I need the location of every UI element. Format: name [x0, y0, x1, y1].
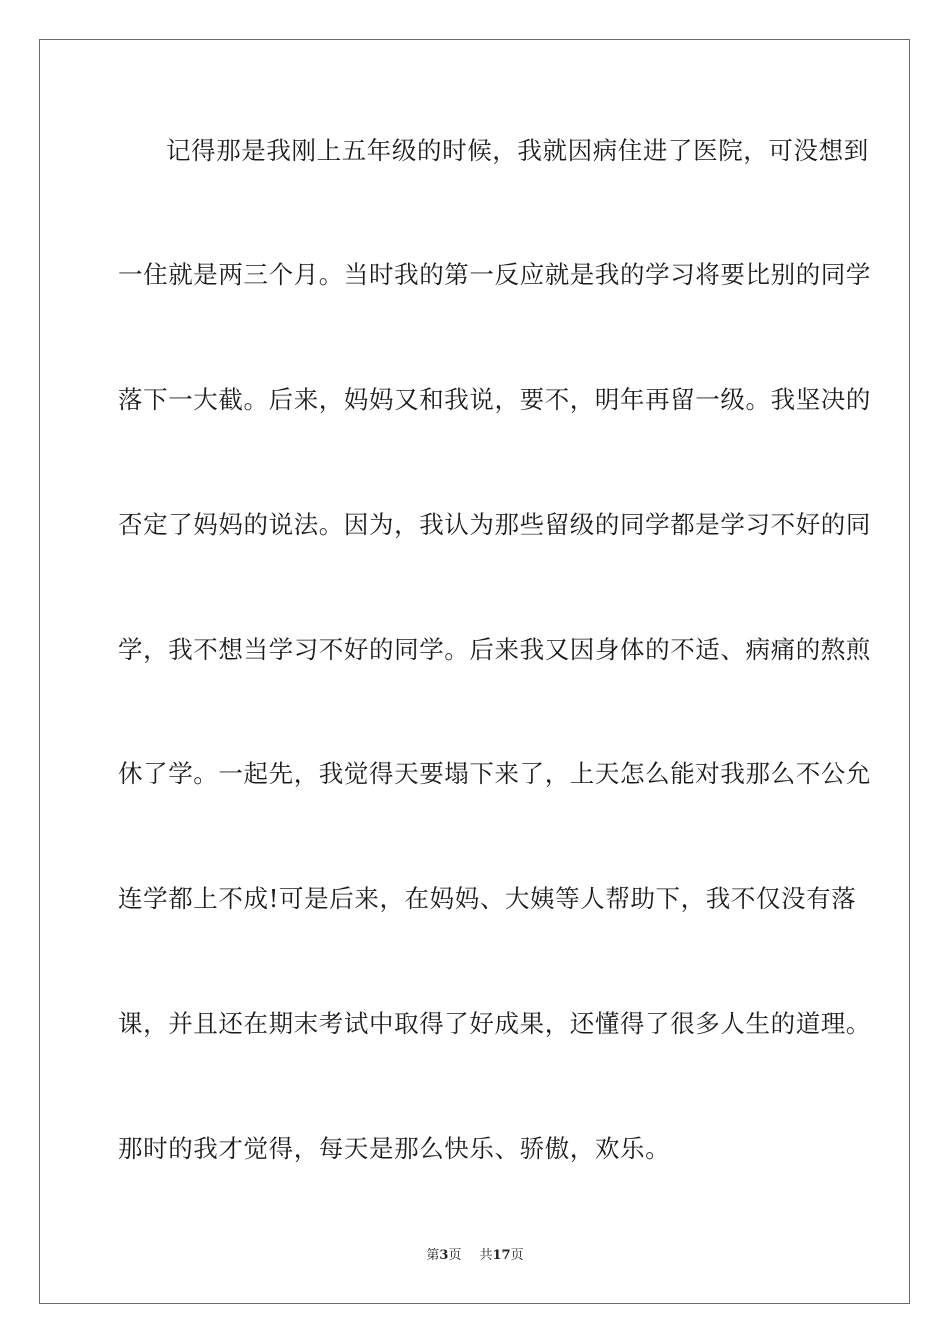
text-line-1: 记得那是我刚上五年级的时候，我就因病住进了医院，可没想到 — [166, 136, 869, 165]
total-suffix: 页 — [510, 1248, 524, 1263]
text-line-5: 学，我不想当学习不好的同学。后来我又因身体的不适、病痛的熬煎 — [118, 635, 871, 664]
text-line-7: 连学都上不成!可是后来，在妈妈、大姨等人帮助下，我不仅没有落 — [118, 884, 857, 913]
page-number: 3 — [439, 1248, 449, 1263]
page-suffix: 页 — [448, 1248, 462, 1263]
text-line-2: 一住就是两三个月。当时我的第一反应就是我的学习将要比别的同学 — [118, 260, 871, 289]
text-line-9: 那时的我才觉得，每天是那么快乐、骄傲，欢乐。 — [118, 1134, 671, 1163]
page-border — [39, 39, 910, 1304]
text-line-3: 落下一大截。后来，妈妈又和我说，要不，明年再留一级。我坚决的 — [118, 385, 871, 414]
text-line-4: 否定了妈妈的说法。因为，我认为那些留级的同学都是学习不好的同 — [118, 510, 871, 539]
page-prefix: 第 — [426, 1248, 440, 1263]
text-line-6: 休了学。一起先，我觉得天要塌下来了，上天怎么能对我那么不公允 — [118, 759, 871, 788]
total-pages: 17 — [492, 1248, 511, 1263]
total-prefix: 共 — [479, 1248, 493, 1263]
page-footer — [0, 1247, 950, 1265]
text-line-8: 课，并且还在期末考试中取得了好成果，还懂得了很多人生的道理。 — [118, 1009, 871, 1038]
